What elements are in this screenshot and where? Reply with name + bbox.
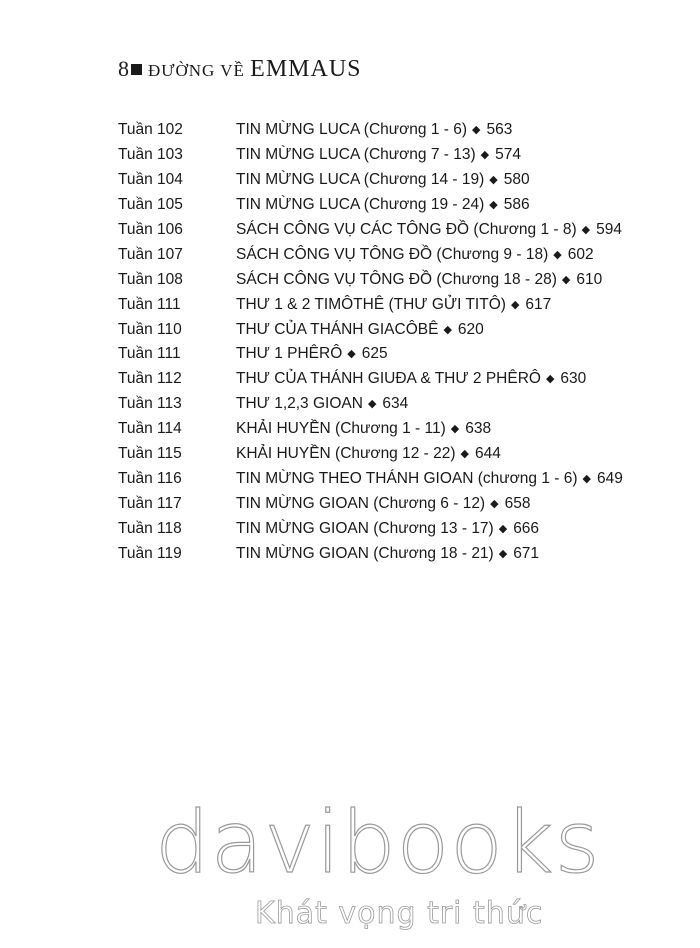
toc-title: TIN MỪNG GIOAN (Chương 6 - 12) [236, 494, 486, 512]
toc-entry [118, 342, 638, 367]
toc-entry [118, 541, 638, 566]
toc-title: SÁCH CÔNG VỤ CÁC TÔNG ĐỒ (Chương 1 - 8) [236, 221, 577, 238]
toc-week-label: Tuần 117 [118, 494, 182, 512]
toc-page-number: 602 [567, 245, 594, 263]
toc-week-label: Tuần 107 [118, 245, 183, 263]
toc-week-label: Tuần 106 [118, 221, 183, 238]
diamond-separator-icon: ◆ [367, 398, 377, 411]
toc-title-group [236, 520, 638, 538]
toc-title-group [236, 420, 638, 438]
diamond-separator-icon: ◆ [581, 224, 591, 236]
toc-entry [118, 367, 638, 392]
toc-entry [118, 317, 638, 342]
toc-entry [118, 193, 638, 218]
toc-page-number: 580 [503, 171, 530, 189]
book-title [148, 56, 362, 83]
toc-title-group [236, 246, 638, 264]
toc-title-group [236, 345, 638, 363]
toc-title: THƯ CỦA THÁNH GIUĐA & THƯ 2 PHÊRÔ [236, 370, 541, 388]
toc-page-number: 574 [495, 146, 521, 164]
book-title-emmaus: EMMAUS [250, 56, 362, 82]
diamond-separator-icon: ◆ [561, 273, 571, 286]
toc-week-label: Tuần 104 [118, 171, 183, 189]
diamond-separator-icon: ◆ [443, 323, 452, 336]
toc-title: TIN MỪNG GIOAN (Chương 18 - 21) [236, 544, 494, 562]
toc-entry [118, 516, 638, 541]
toc-title-group [236, 545, 638, 563]
toc-title-group [236, 470, 638, 488]
toc-page-number: 649 [597, 469, 623, 487]
toc-title: THƯ CỦA THÁNH GIACÔBÊ [236, 320, 439, 338]
toc-page-number: 586 [503, 196, 530, 214]
toc-page-number: 671 [513, 544, 540, 562]
toc-entry [118, 168, 638, 193]
watermark-slogan: Khát vọng tri thức [255, 896, 544, 931]
toc-title: TIN MỪNG LUCA (Chương 7 - 13) [236, 146, 476, 164]
toc-page-number: 563 [486, 121, 513, 139]
toc-title: THƯ 1,2,3 GIOAN [236, 395, 363, 413]
toc-entry [118, 118, 638, 143]
diamond-separator-icon: ◆ [582, 472, 591, 485]
toc-week-label: Tuần 108 [118, 270, 183, 288]
toc-title: THƯ 1 & 2 TIMÔTHÊ (THƯ GỬI TITÔ) [236, 295, 506, 313]
toc-title-group [236, 321, 638, 339]
toc-entry [118, 218, 638, 243]
diamond-separator-icon: ◆ [498, 547, 508, 560]
toc-title: TIN MỪNG GIOAN (Chương 13 - 17) [236, 519, 494, 537]
toc-page-number: 658 [504, 494, 531, 512]
toc-title-group [236, 296, 638, 314]
toc-week-label: Tuần 118 [118, 519, 182, 537]
diamond-separator-icon: ◆ [510, 298, 520, 311]
toc-entry [118, 242, 638, 267]
table-of-contents [118, 118, 638, 566]
diamond-separator-icon: ◆ [460, 448, 469, 461]
toc-title-group [236, 271, 638, 289]
toc-entry [118, 417, 638, 442]
diamond-separator-icon: ◆ [498, 522, 508, 535]
toc-week-label: Tuần 103 [118, 146, 183, 164]
diamond-separator-icon: ◆ [489, 199, 498, 212]
diamond-separator-icon: ◆ [545, 373, 555, 386]
diamond-separator-icon: ◆ [472, 124, 481, 137]
toc-page-number: 634 [382, 395, 409, 413]
toc-entry [118, 143, 638, 168]
toc-title: SÁCH CÔNG VỤ TÔNG ĐỒ (Chương 18 - 28) [236, 270, 557, 288]
toc-title-group [236, 196, 638, 214]
page-number: 8 [118, 56, 129, 81]
toc-page-number: 610 [576, 270, 603, 288]
square-bullet-icon [131, 64, 142, 75]
toc-title-group [236, 221, 638, 239]
toc-week-label: Tuần 116 [118, 469, 182, 487]
running-header [118, 56, 362, 83]
toc-title: THƯ 1 PHÊRÔ [236, 345, 343, 363]
toc-title-group [236, 171, 638, 189]
toc-week-label: Tuần 110 [118, 320, 182, 338]
toc-page-number: 620 [457, 320, 484, 338]
toc-page-number: 617 [525, 295, 552, 313]
toc-week-label: Tuần 115 [118, 445, 182, 463]
toc-page-number: 666 [513, 519, 540, 537]
toc-title: KHẢI HUYỀN (Chương 1 - 11) [236, 420, 446, 438]
diamond-separator-icon: ◆ [450, 423, 460, 436]
book-title-main: ĐƯỜNG VỀ [148, 61, 251, 80]
toc-title: SÁCH CÔNG VỤ TÔNG ĐỒ (Chương 9 - 18) [236, 245, 549, 263]
toc-title: TIN MỪNG LUCA (Chương 1 - 6) [236, 121, 468, 139]
diamond-separator-icon: ◆ [480, 149, 490, 162]
watermark-brand: davibooks [155, 793, 601, 893]
toc-title-group [236, 370, 638, 388]
toc-page-number: 594 [596, 221, 622, 238]
toc-title: KHẢI HUYỀN (Chương 12 - 22) [236, 445, 456, 463]
toc-title-group [236, 121, 638, 139]
toc-entry [118, 491, 638, 516]
toc-week-label: Tuần 111 [118, 295, 181, 313]
toc-title: TIN MỪNG LUCA (Chương 14 - 19) [236, 171, 485, 189]
toc-title-group [236, 395, 638, 413]
toc-entry [118, 267, 638, 292]
diamond-separator-icon: ◆ [489, 174, 498, 187]
toc-title-group [236, 146, 638, 164]
toc-page-number: 644 [475, 445, 501, 463]
toc-week-label: Tuần 114 [118, 420, 182, 438]
toc-entry [118, 292, 638, 317]
watermark [155, 793, 601, 931]
toc-week-label: Tuần 119 [118, 544, 182, 562]
toc-title: TIN MỪNG LUCA (Chương 19 - 24) [236, 196, 485, 214]
diamond-separator-icon: ◆ [490, 497, 499, 510]
toc-week-label: Tuần 112 [118, 370, 182, 388]
toc-entry [118, 442, 638, 467]
toc-title-group [236, 445, 638, 463]
toc-title: TIN MỪNG THEO THÁNH GIOAN (chương 1 - 6) [236, 469, 578, 487]
toc-page-number: 625 [361, 345, 388, 363]
toc-week-label: Tuần 102 [118, 121, 183, 139]
toc-page-number: 638 [465, 420, 492, 438]
toc-title-group [236, 495, 638, 513]
toc-week-label: Tuần 111 [118, 345, 181, 363]
diamond-separator-icon: ◆ [347, 348, 356, 361]
toc-entry [118, 392, 638, 417]
diamond-separator-icon: ◆ [553, 248, 562, 261]
toc-page-number: 630 [560, 370, 587, 388]
toc-week-label: Tuần 113 [118, 395, 182, 413]
toc-week-label: Tuần 105 [118, 196, 183, 214]
toc-entry [118, 466, 638, 491]
